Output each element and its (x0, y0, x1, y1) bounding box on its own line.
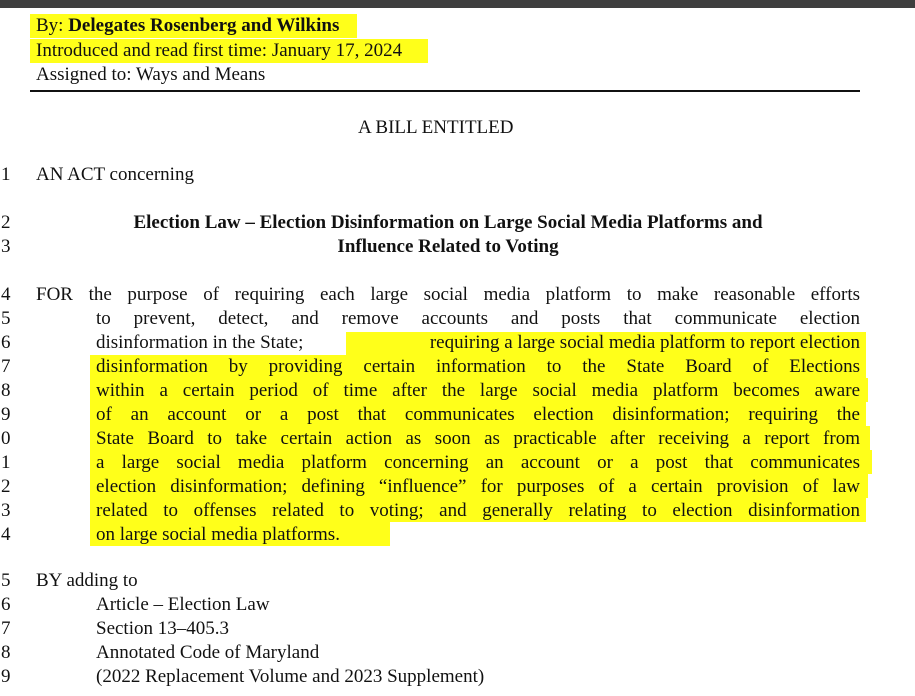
act-line: AN ACT concerning (36, 164, 194, 185)
purpose-line-6-highlight: requiring a large social media platform to report election (429, 332, 860, 353)
top-border (0, 0, 915, 8)
sponsors-line (30, 14, 357, 38)
header-divider (30, 90, 860, 92)
purpose-line-12: election disinformation; defining “influence” for purposes of a certain provision of law (96, 476, 860, 497)
purpose-line-9: of an account or a post that communicates election disinformation; requiring the (96, 404, 860, 425)
line-number: 6 (1, 594, 11, 615)
code-line: Annotated Code of Maryland (96, 642, 320, 663)
volume-line: (2022 Replacement Volume and 2023 Supplement) (96, 666, 485, 687)
line-number: 4 (1, 524, 11, 545)
purpose-line-5: to prevent, detect, and remove accounts and posts that communicate election (96, 308, 860, 329)
sponsors-names: Delegates Rosenberg and Wilkins (68, 15, 340, 36)
line-number: 2 (1, 212, 11, 233)
purpose-line-8: within a certain period of time after the large social media platform becomes aware (96, 380, 860, 401)
line-number: 5 (1, 308, 11, 329)
line-number: 7 (1, 356, 11, 377)
line-number: 8 (1, 380, 11, 401)
line-number: 9 (1, 404, 11, 425)
line-number: 3 (1, 500, 11, 521)
line-number: 2 (1, 476, 11, 497)
line-number: 1 (1, 164, 11, 185)
line-number: 5 (1, 570, 11, 591)
purpose-line-7: disinformation by providing certain information to the State Board of Elections (96, 356, 860, 377)
line-number: 8 (1, 642, 11, 663)
article-line: Article – Election Law (96, 594, 270, 615)
line-number: 6 (1, 332, 11, 353)
purpose-line-11: a large social media platform concerning an account or a post that communicates (96, 452, 860, 473)
line-number: 1 (1, 452, 11, 473)
line-number: 7 (1, 618, 11, 639)
line-number: 3 (1, 236, 11, 257)
assigned-line: Assigned to: Ways and Means (36, 64, 266, 85)
bill-title-line-2: Influence Related to Voting (337, 236, 559, 257)
line-number: 4 (1, 284, 11, 305)
by-adding-line: BY adding to (36, 570, 138, 591)
section-line: Section 13–405.3 (96, 618, 229, 639)
bill-entitled-heading: A BILL ENTITLED (358, 117, 514, 138)
bill-title-line-1: Election Law – Election Disinformation on Large Social Media Platforms and (133, 212, 763, 233)
sponsors-prefix: By: (36, 15, 69, 36)
line-number: 9 (1, 666, 11, 687)
purpose-line-10: State Board to take certain action as soon as practicable after receiving a report from (96, 428, 860, 449)
purpose-line-14: on large social media platforms. (96, 524, 340, 545)
purpose-line-13: related to offenses related to voting; and generally relating to election disinformation (96, 500, 860, 521)
purpose-line-6 (96, 331, 860, 355)
introduced-line: Introduced and read first time: January 17, 2024 (30, 39, 428, 63)
purpose-line-4: FOR the purpose of requiring each large social media platform to make reasonable efforts (36, 284, 860, 305)
line-number: 0 (1, 428, 11, 449)
purpose-line-6-plain: disinformation in the State; (96, 332, 309, 353)
